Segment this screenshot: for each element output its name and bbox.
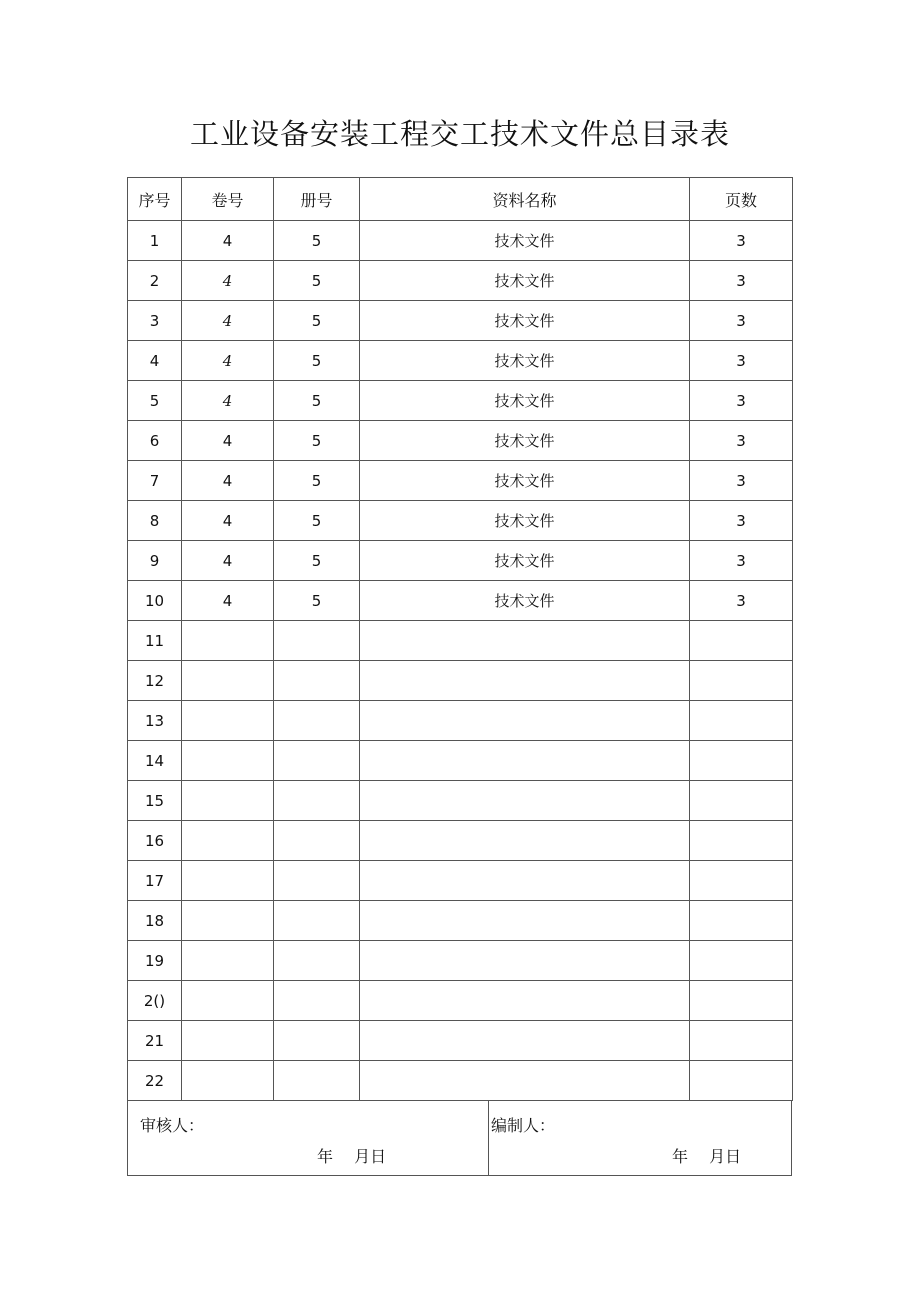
table-row xyxy=(128,421,793,461)
header-pages: 页数 xyxy=(690,178,793,221)
compiler-label: 编制人： xyxy=(491,1116,556,1135)
table-row xyxy=(128,461,793,501)
volume-number xyxy=(182,941,274,981)
header-name: 资料名称 xyxy=(360,178,690,221)
row-number: 1 xyxy=(128,221,182,261)
table-row xyxy=(128,221,793,261)
volume-number xyxy=(182,1021,274,1061)
document-name: 技术文件 xyxy=(360,221,690,261)
book-number: 5 xyxy=(274,421,360,461)
row-number: 21 xyxy=(128,1021,182,1061)
document-name: 技术文件 xyxy=(360,261,690,301)
document-name xyxy=(360,861,690,901)
table-row xyxy=(128,301,793,341)
document-name: 技术文件 xyxy=(360,461,690,501)
page-count xyxy=(690,1061,793,1101)
row-number: 8 xyxy=(128,501,182,541)
book-number: 5 xyxy=(274,501,360,541)
compiler-cell xyxy=(489,1101,791,1175)
signature-footer xyxy=(127,1101,792,1176)
page-count: 3 xyxy=(690,581,793,621)
document-name xyxy=(360,701,690,741)
book-number xyxy=(274,981,360,1021)
volume-number: 4 xyxy=(182,341,274,381)
table-row xyxy=(128,901,793,941)
page-count: 3 xyxy=(690,381,793,421)
row-number: 2 xyxy=(128,261,182,301)
book-number xyxy=(274,701,360,741)
row-number: 22 xyxy=(128,1061,182,1101)
table-row xyxy=(128,861,793,901)
row-number: 18 xyxy=(128,901,182,941)
table-row xyxy=(128,741,793,781)
volume-number: 4 xyxy=(182,301,274,341)
row-number: 9 xyxy=(128,541,182,581)
book-number: 5 xyxy=(274,341,360,381)
volume-number: 4 xyxy=(182,541,274,581)
page-count xyxy=(690,981,793,1021)
document-name: 技术文件 xyxy=(360,301,690,341)
document-name xyxy=(360,661,690,701)
row-number: 12 xyxy=(128,661,182,701)
row-number: 13 xyxy=(128,701,182,741)
compiler-date: 年 月日 xyxy=(672,1147,742,1166)
table-row xyxy=(128,661,793,701)
volume-number xyxy=(182,741,274,781)
book-number: 5 xyxy=(274,261,360,301)
page-count: 3 xyxy=(690,541,793,581)
row-number: 14 xyxy=(128,741,182,781)
header-volume: 卷号 xyxy=(182,178,274,221)
table-row xyxy=(128,701,793,741)
document-name: 技术文件 xyxy=(360,501,690,541)
book-number xyxy=(274,1021,360,1061)
row-number: 17 xyxy=(128,861,182,901)
book-number: 5 xyxy=(274,541,360,581)
page-count: 3 xyxy=(690,501,793,541)
page-count xyxy=(690,701,793,741)
book-number xyxy=(274,821,360,861)
table-row xyxy=(128,981,793,1021)
row-number: 10 xyxy=(128,581,182,621)
row-number: 7 xyxy=(128,461,182,501)
header-row xyxy=(128,178,793,221)
book-number xyxy=(274,861,360,901)
volume-number xyxy=(182,661,274,701)
row-number: 5 xyxy=(128,381,182,421)
catalog-table xyxy=(127,177,793,1101)
table-row xyxy=(128,381,793,421)
page-count: 3 xyxy=(690,261,793,301)
book-number xyxy=(274,781,360,821)
row-number: 6 xyxy=(128,421,182,461)
row-number: 16 xyxy=(128,821,182,861)
page-count xyxy=(690,941,793,981)
document-name xyxy=(360,1021,690,1061)
document-name: 技术文件 xyxy=(360,341,690,381)
header-book: 册号 xyxy=(274,178,360,221)
volume-number: 4 xyxy=(182,261,274,301)
table-row xyxy=(128,621,793,661)
volume-number xyxy=(182,821,274,861)
book-number: 5 xyxy=(274,581,360,621)
document-name xyxy=(360,821,690,861)
document-name xyxy=(360,981,690,1021)
book-number: 5 xyxy=(274,461,360,501)
table-row xyxy=(128,581,793,621)
table-row xyxy=(128,821,793,861)
table-row xyxy=(128,261,793,301)
row-number: 4 xyxy=(128,341,182,381)
volume-number xyxy=(182,861,274,901)
row-number: 19 xyxy=(128,941,182,981)
book-number xyxy=(274,621,360,661)
page-count xyxy=(690,901,793,941)
book-number: 5 xyxy=(274,381,360,421)
book-number: 5 xyxy=(274,301,360,341)
row-number: 11 xyxy=(128,621,182,661)
row-number: 3 xyxy=(128,301,182,341)
document-name: 技术文件 xyxy=(360,381,690,421)
document-name xyxy=(360,781,690,821)
reviewer-label: 审核人： xyxy=(140,1116,205,1135)
volume-number xyxy=(182,981,274,1021)
page-title: 工业设备安装工程交工技术文件总目录表 xyxy=(189,117,730,151)
volume-number: 4 xyxy=(182,581,274,621)
document-name: 技术文件 xyxy=(360,541,690,581)
volume-number: 4 xyxy=(182,221,274,261)
row-number: 2() xyxy=(128,981,182,1021)
page-count xyxy=(690,621,793,661)
volume-number xyxy=(182,1061,274,1101)
document-name xyxy=(360,621,690,661)
document-name: 技术文件 xyxy=(360,421,690,461)
book-number xyxy=(274,661,360,701)
document-name: 技术文件 xyxy=(360,581,690,621)
document-name xyxy=(360,741,690,781)
volume-number: 4 xyxy=(182,381,274,421)
table-row xyxy=(128,341,793,381)
page-count xyxy=(690,1021,793,1061)
table-row xyxy=(128,1021,793,1061)
page-count: 3 xyxy=(690,221,793,261)
table-row xyxy=(128,781,793,821)
book-number xyxy=(274,941,360,981)
page-count: 3 xyxy=(690,421,793,461)
reviewer-date: 年 月日 xyxy=(317,1147,387,1166)
volume-number xyxy=(182,781,274,821)
volume-number: 4 xyxy=(182,421,274,461)
page-count xyxy=(690,861,793,901)
book-number: 5 xyxy=(274,221,360,261)
document-name xyxy=(360,901,690,941)
page-count xyxy=(690,741,793,781)
table-row xyxy=(128,541,793,581)
page-count xyxy=(690,821,793,861)
volume-number: 4 xyxy=(182,501,274,541)
volume-number xyxy=(182,701,274,741)
document-name xyxy=(360,1061,690,1101)
book-number xyxy=(274,1061,360,1101)
header-no: 序号 xyxy=(128,178,182,221)
book-number xyxy=(274,741,360,781)
page-count: 3 xyxy=(690,341,793,381)
volume-number xyxy=(182,621,274,661)
reviewer-cell xyxy=(128,1101,489,1175)
page-count: 3 xyxy=(690,301,793,341)
volume-number: 4 xyxy=(182,461,274,501)
document-name xyxy=(360,941,690,981)
page-count: 3 xyxy=(690,461,793,501)
table-row xyxy=(128,1061,793,1101)
row-number: 15 xyxy=(128,781,182,821)
page-count xyxy=(690,661,793,701)
table-row xyxy=(128,941,793,981)
volume-number xyxy=(182,901,274,941)
book-number xyxy=(274,901,360,941)
page-count xyxy=(690,781,793,821)
table-row xyxy=(128,501,793,541)
